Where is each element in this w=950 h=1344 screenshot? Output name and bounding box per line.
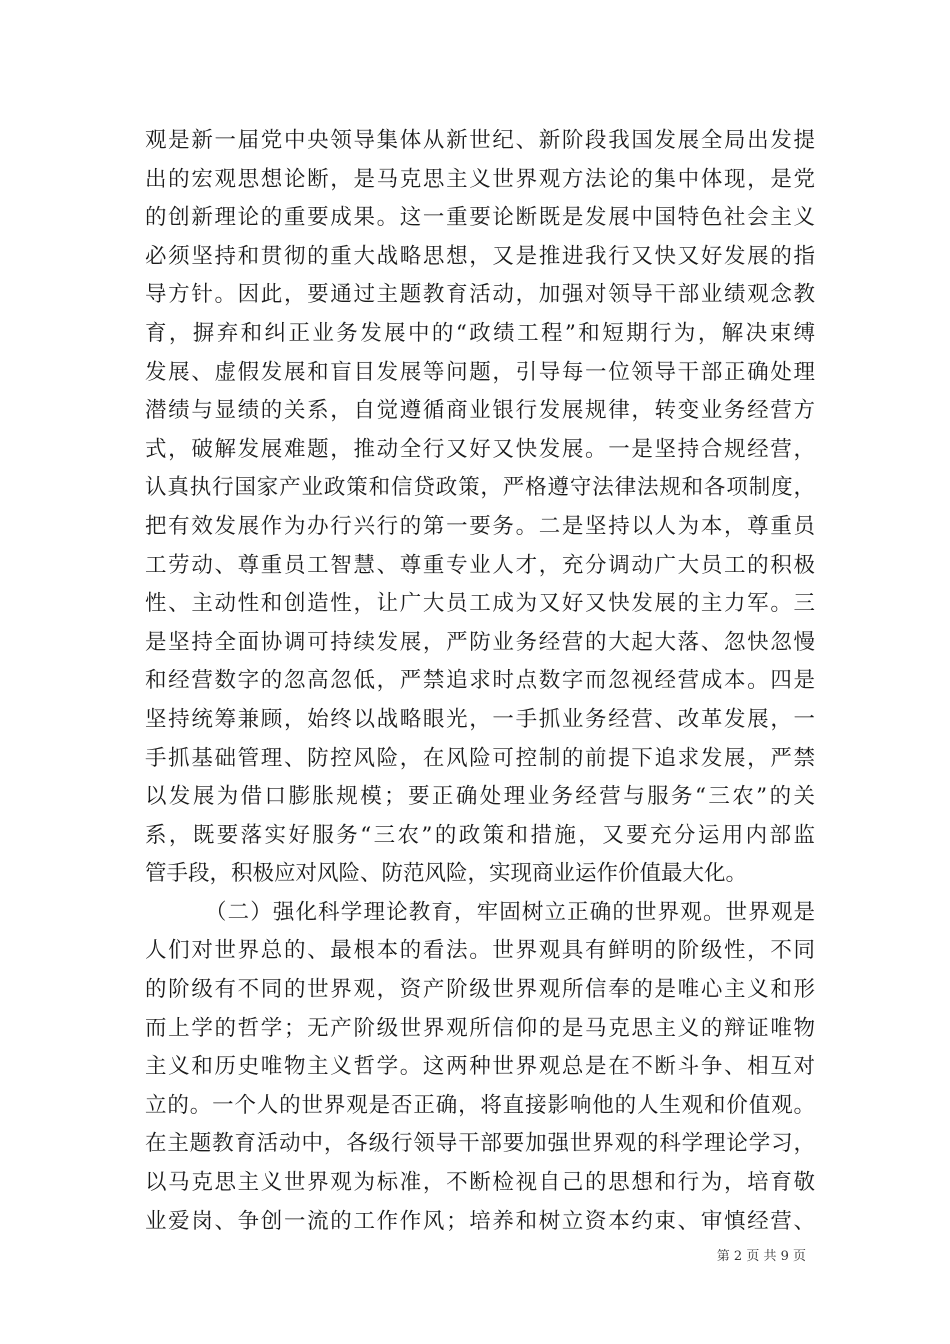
text-line: 的阶级有不同的世界观，资产阶级世界观所信奉的是唯心主义和形	[145, 977, 815, 1003]
text-line: 主义和历史唯物主义哲学。这两种世界观总是在不断斗争、相互对	[145, 1054, 815, 1080]
text-line: 系，既要落实好服务“三农”的政策和措施，又要充分运用内部监	[145, 822, 815, 848]
text-line: 发展、虚假发展和盲目发展等问题，引导每一位领导干部正确处理	[145, 359, 815, 385]
text-line: 以发展为借口膨胀规模；要正确处理业务经营与服务“三农”的关	[145, 784, 815, 810]
text-line: 认真执行国家产业政策和信贷政策，严格遵守法律法规和各项制度，	[145, 475, 815, 501]
text-line: 式，破解发展难题，推动全行又好又快发展。一是坚持合规经营，	[145, 436, 815, 462]
text-line: 而上学的哲学；无产阶级世界观所信仰的是马克思主义的辩证唯物	[145, 1015, 815, 1041]
text-line: 是坚持全面协调可持续发展，严防业务经营的大起大落、忽快忽慢	[145, 629, 815, 655]
text-line: 导方针。因此，要通过主题教育活动，加强对领导干部业绩观念教	[145, 282, 815, 308]
text-line: 坚持统筹兼顾，始终以战略眼光，一手抓业务经营、改革发展，一	[145, 706, 815, 732]
text-line: 必须坚持和贯彻的重大战略思想，又是推进我行又快又好发展的指	[145, 243, 815, 269]
section-heading-line: （二）强化科学理论教育，牢固树立正确的世界观。世界观是	[205, 899, 815, 925]
text-line: 潜绩与显绩的关系，自觉遵循商业银行发展规律，转变业务经营方	[145, 398, 815, 424]
text-line: 业爱岗、争创一流的工作作风；培养和树立资本约束、审慎经营、	[145, 1208, 815, 1234]
text-line: 的创新理论的重要成果。这一重要论断既是发展中国特色社会主义	[145, 205, 815, 231]
text-line: 以马克思主义世界观为标准，不断检视自己的思想和行为，培育敬	[145, 1170, 815, 1196]
text-line: 观是新一届党中央领导集体从新世纪、新阶段我国发展全局出发提	[145, 128, 815, 153]
text-line: 手抓基础管理、防控风险，在风险可控制的前提下追求发展，严禁	[145, 745, 815, 771]
text-line: 出的宏观思想论断，是马克思主义世界观方法论的集中体现，是党	[145, 166, 815, 192]
text-line: 工劳动、尊重员工智慧、尊重专业人才，充分调动广大员工的积极	[145, 552, 815, 578]
text-line: 把有效发展作为办行兴行的第一要务。二是坚持以人为本，尊重员	[145, 513, 815, 539]
body-text	[145, 122, 815, 1241]
text-line: 和经营数字的忽高忽低，严禁追求时点数字而忽视经营成本。四是	[145, 668, 815, 694]
page-number: 第 2 页 共 9 页	[716, 1249, 806, 1264]
text-line: 性、主动性和创造性，让广大员工成为又好又快发展的主力军。三	[145, 591, 815, 617]
text-line: 在主题教育活动中，各级行领导干部要加强世界观的科学理论学习，	[145, 1131, 815, 1157]
text-line: 育，摒弃和纠正业务发展中的“政绩工程”和短期行为，解决束缚	[145, 320, 815, 346]
text-line: 立的。一个人的世界观是否正确，将直接影响他的人生观和价值观。	[145, 1092, 815, 1118]
text-line: 人们对世界总的、最根本的看法。世界观具有鲜明的阶级性，不同	[145, 938, 815, 964]
paragraph-end-line: 管手段，积极应对风险、防范风险，实现商业运作价值最大化。	[145, 861, 748, 887]
